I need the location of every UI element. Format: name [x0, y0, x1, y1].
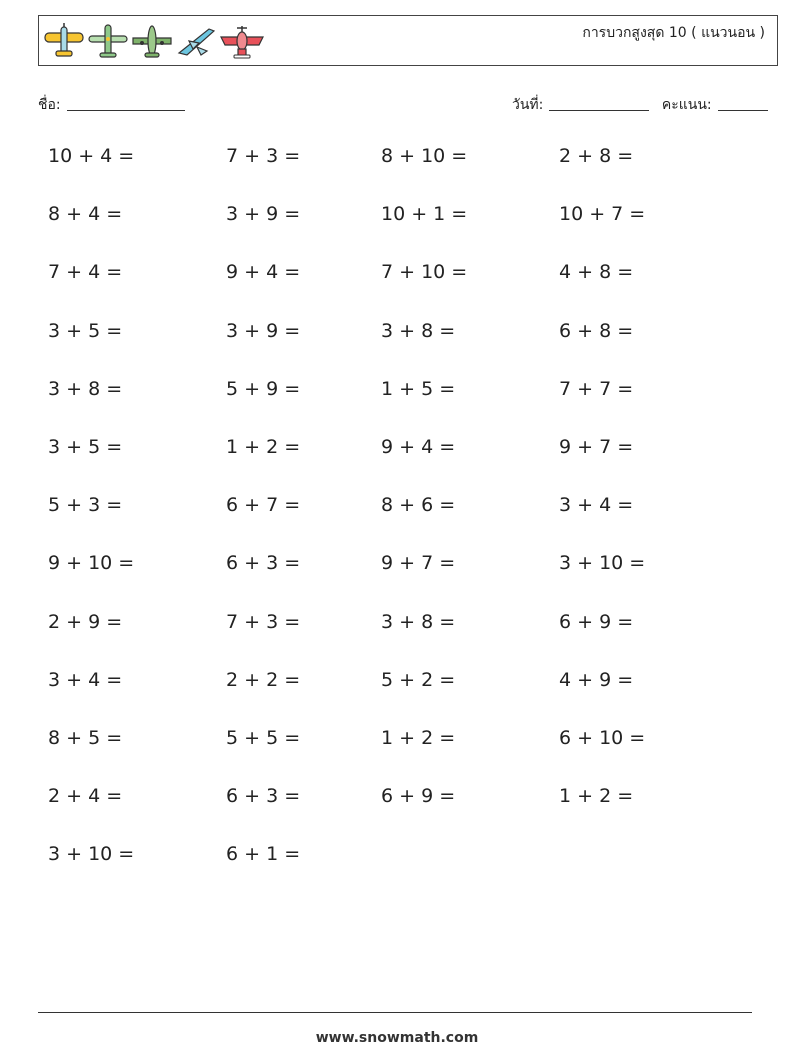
- yellow-plane-icon: [43, 21, 85, 61]
- addition-problem: 7 + 7 =: [559, 377, 634, 400]
- olive-plane-icon: [131, 21, 173, 61]
- addition-problem: 9 + 4 =: [226, 261, 301, 284]
- addition-problem: 6 + 7 =: [226, 494, 301, 517]
- addition-problem: 7 + 4 =: [48, 261, 123, 284]
- addition-problem: 9 + 4 =: [381, 436, 456, 458]
- green-plane-icon: [87, 21, 129, 61]
- score-blank-line[interactable]: [718, 96, 768, 111]
- addition-problem: 9 + 7 =: [559, 436, 634, 458]
- addition-problem: 7 + 3 =: [226, 145, 301, 167]
- addition-problem: 3 + 5 =: [48, 436, 123, 458]
- addition-problem: 3 + 8 =: [381, 319, 456, 342]
- addition-problem: 6 + 1 =: [226, 843, 301, 866]
- addition-problem: 4 + 8 =: [559, 261, 634, 284]
- addition-problem: 3 + 10 =: [559, 552, 646, 575]
- worksheet-title: การบวกสูงสุด 10 ( แนวนอน ): [582, 25, 765, 41]
- addition-problem: 8 + 10 =: [381, 145, 468, 167]
- addition-problem: 6 + 10 =: [559, 727, 646, 749]
- addition-problem: 10 + 4 =: [48, 145, 135, 167]
- addition-problem: 3 + 10 =: [48, 843, 135, 866]
- addition-problem: 5 + 5 =: [226, 727, 301, 749]
- footer-divider: [38, 1012, 752, 1013]
- addition-problem: 8 + 6 =: [381, 494, 456, 517]
- addition-problem: 9 + 7 =: [381, 552, 456, 575]
- addition-problem: 10 + 1 =: [381, 203, 468, 226]
- addition-problem: 3 + 5 =: [48, 319, 123, 342]
- addition-problem: 2 + 9 =: [48, 610, 123, 633]
- red-plane-icon: [219, 21, 265, 61]
- addition-problem: 3 + 8 =: [381, 610, 456, 633]
- addition-problem: 7 + 3 =: [226, 610, 301, 633]
- date-label: วันที่:: [512, 97, 544, 113]
- addition-problem: 2 + 4 =: [48, 785, 123, 808]
- addition-problem: 5 + 3 =: [48, 494, 123, 517]
- addition-problem: 3 + 9 =: [226, 319, 301, 342]
- footer-url: www.snowmath.com: [315, 1030, 479, 1046]
- addition-problem: 10 + 7 =: [559, 203, 646, 226]
- addition-problem: 6 + 9 =: [559, 610, 634, 633]
- addition-problem: 3 + 8 =: [48, 377, 123, 400]
- date-score-fields: [512, 94, 768, 116]
- addition-problem: 6 + 3 =: [226, 552, 301, 575]
- plane-icons-row: [43, 20, 265, 62]
- addition-problem: 1 + 2 =: [226, 436, 301, 458]
- addition-problem: 1 + 2 =: [381, 727, 456, 749]
- blue-jet-icon: [175, 21, 217, 61]
- addition-problem: 5 + 2 =: [381, 668, 456, 691]
- date-blank-line[interactable]: [549, 96, 649, 111]
- addition-problem: 8 + 5 =: [48, 727, 123, 749]
- name-label: ชื่อ:: [38, 97, 61, 113]
- addition-problem: 6 + 9 =: [381, 785, 456, 808]
- addition-problem: 3 + 9 =: [226, 203, 301, 226]
- addition-problem: 2 + 8 =: [559, 145, 634, 167]
- addition-problem: 7 + 10 =: [381, 261, 468, 284]
- addition-problem: 5 + 9 =: [226, 377, 301, 400]
- addition-problem: 1 + 5 =: [381, 377, 456, 400]
- addition-problem: 3 + 4 =: [48, 668, 123, 691]
- name-blank-line[interactable]: [67, 96, 185, 111]
- name-field[interactable]: [38, 94, 185, 116]
- addition-problem: 1 + 2 =: [559, 785, 634, 808]
- addition-problem: 6 + 8 =: [559, 319, 634, 342]
- score-label: คะแนน:: [661, 97, 712, 113]
- addition-problem: 4 + 9 =: [559, 668, 634, 691]
- addition-problem: 6 + 3 =: [226, 785, 301, 808]
- addition-problem: 8 + 4 =: [48, 203, 123, 226]
- addition-problem: 2 + 2 =: [226, 668, 301, 691]
- addition-problem: 3 + 4 =: [559, 494, 634, 517]
- addition-problem: 9 + 10 =: [48, 552, 135, 575]
- worksheet-header: [38, 15, 778, 66]
